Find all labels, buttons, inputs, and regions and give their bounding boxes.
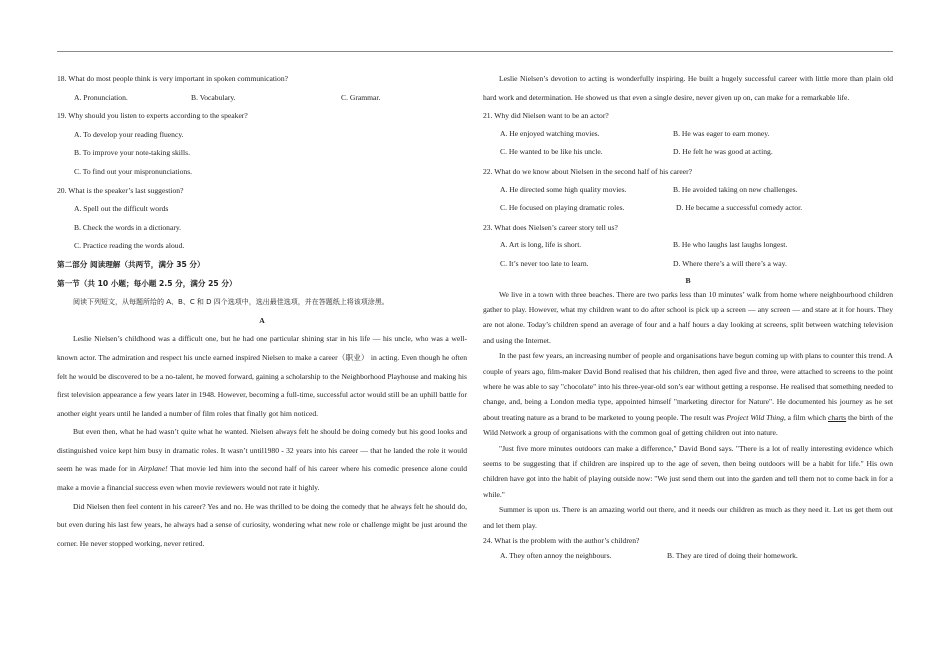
passage-a-paragraph-4: Leslie Nielsen’s devotion to acting is wonderfully inspiring. He built a hugely successful career with little more than plain old hard work and determination. He showed us that even a single desire, never given up on, can make for a remarkable life. xyxy=(483,74,893,102)
passage-b-paragraph-2 xyxy=(483,348,893,440)
passage-a-p2-text: But even then, what he had wasn’t quite what he wanted. Nielsen always felt he should be doing comedy but his good looks and distinguished voice kept him busy in dramatic roles. It wasn’t until1980 - 32 years into his career — that he landed the role it would seem he was made for in xyxy=(57,427,467,474)
passage-b-p2-text-mid: , a film which xyxy=(783,412,828,422)
q19-stem: 19. Why should you listen to experts according to the speaker? xyxy=(57,111,248,121)
q22-stem: 22. What do we know about Nielsen in the second half of his career? xyxy=(483,166,693,176)
q21-options-cd xyxy=(483,144,893,163)
q24-option-b: B. They are tired of doing their homework. xyxy=(667,551,798,561)
q20-option-c: C. Practice reading the words aloud. xyxy=(74,241,185,251)
q20-options xyxy=(57,200,467,219)
passage-b-paragraph-1: We live in a town with three beaches. There are two parks less than 10 minutes’ walk from home where neighbourhood children gather to play. However, what my children want to do after school is pick up a screen — any screen — and stare at it for hours. They are not alone. Today’s children spend an average of four and a half hours a day looking at screens, split between watching television and using the Internet. xyxy=(483,289,893,345)
passage-a-label: A xyxy=(259,315,265,325)
q19-option-a: A. To develop your reading fluency. xyxy=(74,129,184,139)
q23-option-c: C. It’s never too late to learn. xyxy=(500,258,589,268)
q24-stem: 24. What is the problem with the author’s children? xyxy=(483,536,640,546)
q22-options-ab xyxy=(483,182,893,201)
q21-stem: 21. Why did Nielsen want to be an actor? xyxy=(483,111,609,121)
passage-b-label: B xyxy=(685,275,691,285)
q22-options-cd xyxy=(483,200,893,219)
q24-options-ab xyxy=(483,548,893,563)
left-column xyxy=(57,70,467,553)
passage-b-paragraph-3: "Just five more minutes outdoors can make a difference," David Bond says. "There is a lot of really interesting evidence which seems to be suggesting that if children are inspired up to the age of seven, then being outdoors will be a habit for life." His own children have got into the habit of playing outside now: "We just send them out into the garden and tell them not to come back in for a while." xyxy=(483,443,893,499)
passage-a-paragraph-1: Leslie Nielsen’s childhood was a difficult one, but he had one particular shining star in his life — his uncle, who was a well-known actor. The admiration and respect his uncle earned inspired Nielsen to make a career（职业） in acting. Even though he often felt he would be discovered to be a no-talent, he moved forward, gaining a scholarship to the Neighborhood Playhouse and making his first television appearance a few years later in 1948. However, becoming a full-time, successful actor would still be an uphill battle for another eight years until he landed a number of film roles that finally got him noticed. xyxy=(57,334,467,418)
q21-option-c: C. He wanted to be like his uncle. xyxy=(500,147,603,157)
q22-option-b: B. He avoided taking on new challenges. xyxy=(673,184,798,194)
q20-options-b xyxy=(57,219,467,238)
q23-option-d: D. Where there’s a will there’s a way. xyxy=(673,258,787,268)
film-title-airplane: Airplane! xyxy=(138,464,168,474)
q18-options xyxy=(57,89,467,108)
q22-option-d: D. He became a successful comedy actor. xyxy=(676,203,803,213)
part2-heading: 第二部分 阅读理解（共两节，满分 35 分） xyxy=(57,259,205,269)
q22-option-c: C. He focused on playing dramatic roles. xyxy=(500,203,625,213)
q19-options xyxy=(57,126,467,145)
q19-option-b: B. To improve your note-taking skills. xyxy=(74,148,190,158)
q21-option-d: D. He felt he was good at acting. xyxy=(673,147,773,157)
q23-stem: 23. What does Nielsen’s career story tell us? xyxy=(483,222,618,232)
passage-b-p2-text-end: the birth of the Wild Network a group of organisations with the common goal of getting children out into nature. xyxy=(483,412,893,438)
q18-stem: 18. What do most people think is very important in spoken communication? xyxy=(57,74,289,83)
q19-options-c xyxy=(57,163,467,182)
q21-options-ab xyxy=(483,126,893,145)
section1-heading: 第一节（共 10 小题；每小题 2.5 分，满分 25 分） xyxy=(57,278,237,288)
q20-options-c xyxy=(57,237,467,256)
q23-options-ab xyxy=(483,237,893,256)
q20-option-b: B. Check the words in a dictionary. xyxy=(74,222,182,232)
header-rule xyxy=(57,51,893,52)
passage-a-paragraph-3: Did Nielsen then feel content in his career? Yes and no. He was thrilled to be doing the comedy that he always felt he should do, but even during his last few years, he always had a sense of curiosity, wondering what new role or challenge might be just around the corner. He never stopped working, never retired. xyxy=(57,501,467,548)
q23-option-b: B. He who laughs last laughs longest. xyxy=(673,240,788,250)
q24-option-a: A. They often annoy the neighbours. xyxy=(500,551,612,561)
passage-b-paragraph-4: Summer is upon us. There is an amazing world out there, and it needs our children as much as they need it. Let us get them out and let them play. xyxy=(483,505,893,530)
q19-options-b xyxy=(57,144,467,163)
q23-options-cd xyxy=(483,256,893,275)
q18-option-a: A. Pronunciation. xyxy=(74,92,128,102)
q21-option-b: B. He was eager to earn money. xyxy=(673,128,770,138)
underlined-word-charts: charts xyxy=(828,412,847,422)
passage-b-p2-text: In the past few years, an increasing number of people and organisations have begun coming up with plans to counter this trend. A couple of years ago, film-maker David Bond realised that his children, then aged five and three, were attached to screens to the point where he was able to say "chocolate" into his three-year-old son’s ear without getting a response. He realised that something needed to change, and, being a London media type, appointed himself "marketing director for Nature". He documented his journey as he set about treating nature as a brand to be marketed to young people. The result was xyxy=(483,351,893,422)
q23-option-a: A. Art is long, life is short. xyxy=(500,240,582,250)
passage-a-p2-text-end: That movie led him into the second half of his career where his comedic presence alone could make a movie a financial success even when movie reviewers would not rate it highly. xyxy=(57,464,467,493)
q22-option-a: A. He directed some high quality movies. xyxy=(500,184,627,194)
q20-option-a: A. Spell out the difficult words xyxy=(74,204,169,214)
q18-option-b: B. Vocabulary. xyxy=(191,92,236,102)
q20-stem: 20. What is the speaker’s last suggestion? xyxy=(57,185,184,195)
q21-option-a: A. He enjoyed watching movies. xyxy=(500,128,600,138)
instruction: 阅读下列短文，从每题所给的 A、B、C 和 D 四个选项中，选出最佳选项，并在答题纸上将该项涂黑。 xyxy=(73,298,389,307)
film-title-project-wild-thing: Project Wild Thing xyxy=(726,412,784,422)
passage-a-paragraph-2 xyxy=(57,423,467,497)
right-column xyxy=(483,70,893,564)
q18-option-c: C. Grammar. xyxy=(341,92,381,102)
q19-option-c: C. To find out your mispronunciations. xyxy=(74,166,193,176)
